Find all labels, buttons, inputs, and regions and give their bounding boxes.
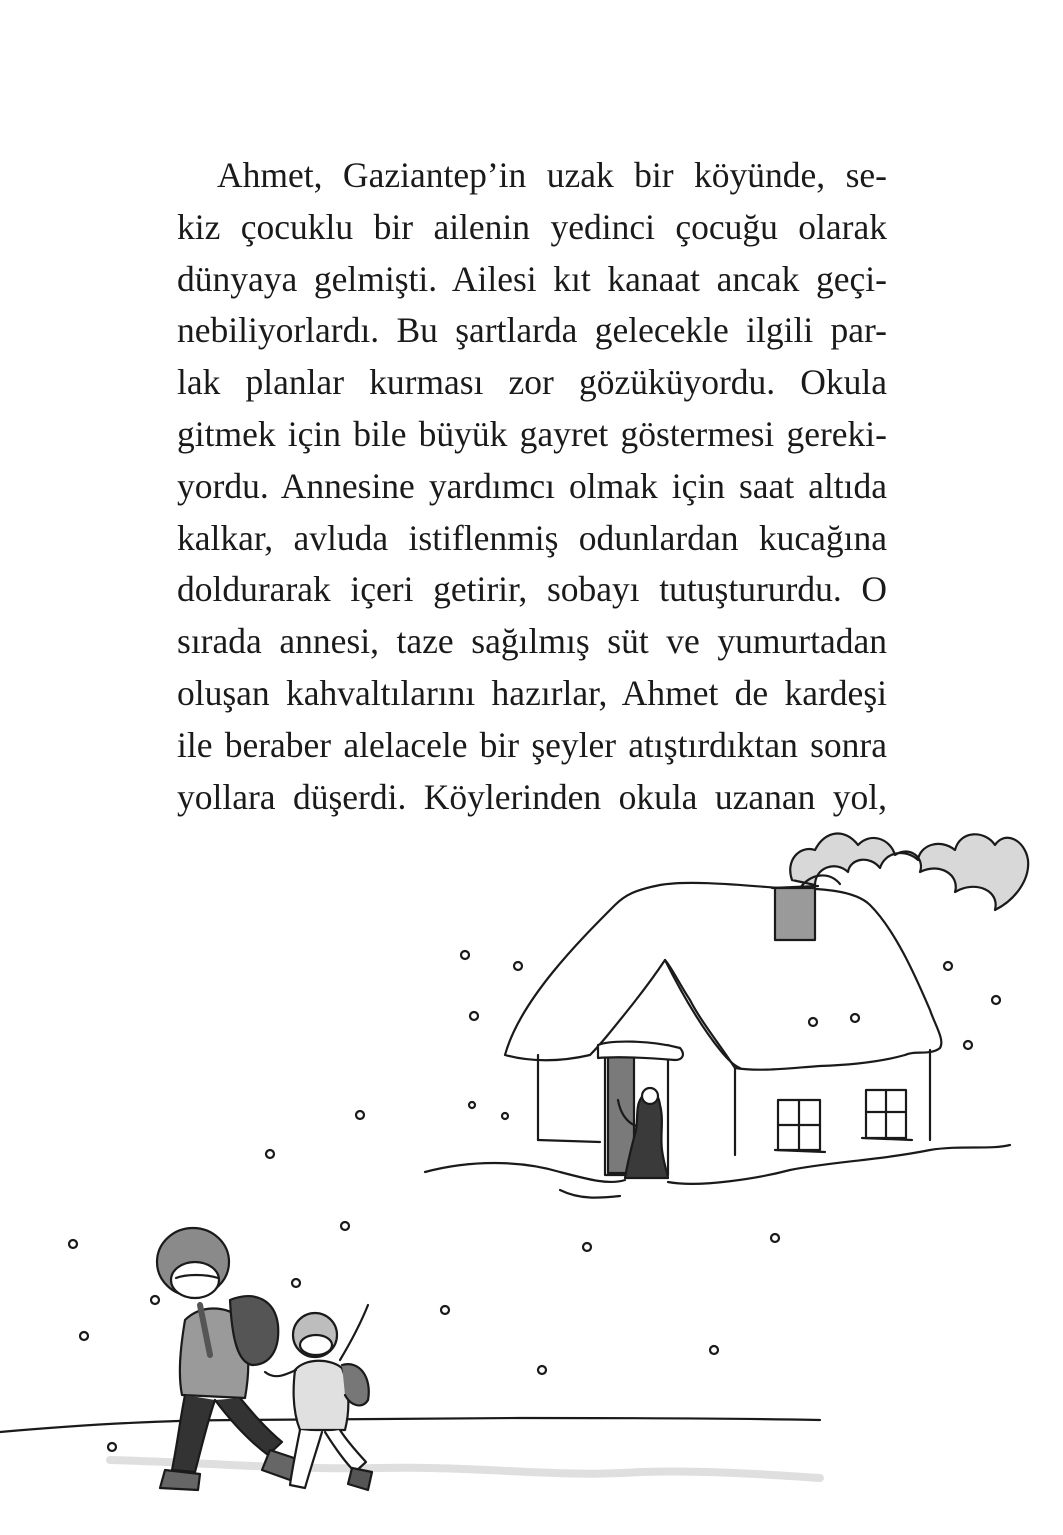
text-line: yordu. Annesine yardımcı olmak için saat altıda (177, 465, 887, 506)
snow-drift (425, 1145, 1010, 1184)
snow-scene-illustration (0, 820, 1063, 1535)
text-line: gitmek için bile büyük gayret göstermesi gereki- (177, 413, 887, 454)
text-line: lak planlar kurması zor gözüküyordu. Okula (177, 362, 887, 403)
text-line: kalkar, avluda istiflenmiş odunlardan kucağına (177, 517, 887, 558)
text-line: doldurarak içeri getirir, sobayı tutuştururdu. O (177, 569, 887, 610)
text-line: yollara düşerdi. Köylerinden okula uzanan yol, (177, 776, 887, 817)
text-line: nebiliyorlardı. Bu şartlarda gelecekle ilgili par- (177, 310, 887, 351)
text-line: oluşan kahvaltılarını hazırlar, Ahmet de kardeşi (177, 672, 887, 713)
text-line: kiz çocuklu bir ailenin yedinci çocuğu olarak (177, 206, 887, 247)
chimney (775, 888, 815, 940)
text-line: Ahmet, Gaziantep’in uzak bir köyünde, se- (217, 155, 887, 195)
text-line: sırada annesi, taze sağılmış süt ve yumurtadan (177, 621, 887, 662)
roof-outline (505, 883, 941, 1070)
text-line: ile beraber alelacele bir şeyler atıştırdıktan sonra (177, 724, 887, 765)
ground-line (0, 1418, 820, 1432)
child-older (157, 1228, 300, 1490)
text-line: dünyaya gelmişti. Ailesi kıt kanaat ancak geçi- (177, 258, 887, 299)
body-paragraph (177, 150, 887, 823)
